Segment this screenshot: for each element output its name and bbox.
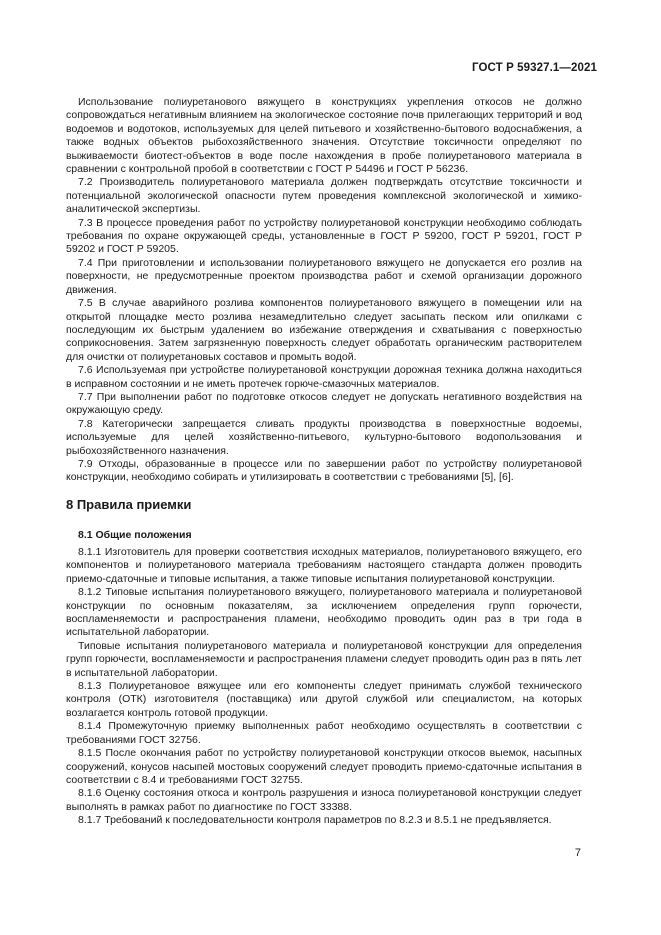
- paragraph: 7.4 При приготовлении и использовании полиуретанового вяжущего не допускается его розлив на поверхности, не предусмотренные проектом производства работ и схемой организации дорожного движения.: [66, 256, 582, 296]
- paragraph: 7.5 В случае аварийного розлива компонентов полиуретанового вяжущего в помещении или на открытой площадке место розлива незамедлительно следует засыпать песком или опилками с последующим их быстрым удалением во избежание отверждения и схватывания с поверхностью соприкосновения. Затем загрязненную поверхность следует обработать органическим растворителем для очистки от полиуретановых составов и промыть водой.: [66, 297, 582, 363]
- paragraph: 8.1.5 После окончания работ по устройству полиуретановой конструкции откосов выемок, насыпных сооружений, конусов насыпей мостовых сооружений следует проводить приемо-сдаточные испытания в соответствии с 8.4 и требованиями ГОСТ 32755.: [66, 747, 582, 786]
- paragraph: Использование полиуретанового вяжущего в конструкциях укрепления откосов не должно сопровождаться негативным влиянием на экологическое состояние почв прилегающих территорий и вод водоемов и водотоков, используемых для целей питьевого и хозяйственно-бытового водоснабжения, а также водных объектов рыбохозяйственного значения. Отсутствие токсичности определяют по выживаемости биотест-объектов в воде после нахождения в пробе полиуретанового материала в сравнении с контрольной пробой в соответствии с ГОСТ Р 54496 и ГОСТ Р 56236.: [66, 96, 582, 176]
- paragraph: 7.3 В процессе проведения работ по устройству полиуретановой конструкции необходимо соблюдать требования по охране окружающей среды, установленные в ГОСТ Р 59200, ГОСТ Р 59201, ГОСТ Р 59202 и ГОСТ Р 59205.: [66, 216, 582, 256]
- paragraph: 7.6 Используемая при устройстве полиуретановой конструкции дорожная техника должна находиться в исправном состоянии и не иметь протечек горюче-смазочных материалов.: [66, 364, 582, 390]
- paragraph: 7.2 Производитель полиуретанового материала должен подтверждать отсутствие токсичности и потенциальной экологической опасности путем проведения комплексной экологической и химико-аналитической экспертизы.: [66, 176, 582, 216]
- paragraph: 7.9 Отходы, образованные в процессе или по завершении работ по устройству полиуретановой конструкции, необходимо собирать и утилизировать в соответствии с требованиями [5], [6].: [66, 457, 582, 484]
- subsection-heading: 8.1 Общие положения: [78, 529, 192, 541]
- paragraph: 8.1.4 Промежуточную приемку выполненных работ необходимо осуществлять в соответствии с требованиями ГОСТ 32756.: [66, 720, 582, 746]
- section-heading: 8 Правила приемки: [66, 497, 192, 512]
- page-number: 7: [574, 847, 581, 859]
- paragraph: 8.1.3 Полиуретановое вяжущее или его компоненты следует принимать службой технического контроля (ОТК) изготовителя (поставщика) или другой службой или специалистом, на которых возлагается контроль готовой продукции.: [66, 680, 582, 719]
- document-code: ГОСТ Р 59327.1—2021: [472, 62, 597, 74]
- paragraph: 7.7 При выполнении работ по подготовке откосов следует не допускать негативного воздействия на окружающую среду.: [66, 390, 582, 417]
- paragraph: 8.1.2 Типовые испытания полиуретанового вяжущего, полиуретанового материала и полиуретановой конструкции по основным показателям, за исключением определения групп горючести, воспламеняемости и распространения пламени, необходимо проводить один раз в три года в испытательной лаборатории.: [66, 586, 582, 639]
- section-8-text: [66, 546, 582, 828]
- paragraph: 7.8 Категорически запрещается сливать продукты производства в поверхностные водоемы, используемые для целей хозяйственно-питьевого, культурно-бытового водопользования и рыбохозяйственного назначения.: [66, 417, 582, 457]
- paragraph: 8.1.6 Оценку состояния откоса и контроль разрушения и износа полиуретановой конструкции следует выполнять в рамках работ по диагностике по ГОСТ 33388.: [66, 787, 582, 813]
- paragraph: Типовые испытания полиуретанового материала и полиуретановой конструкции для определения групп горючести, воспламеняемости и распространения пламени следует проводить один раз в пять лет в испытательной лаборатории.: [66, 639, 582, 679]
- section-7-text: [66, 96, 582, 485]
- paragraph: 8.1.1 Изготовитель для проверки соответствия исходных материалов, полиуретанового вяжущего, его компонентов и полиуретанового материала требованиям настоящего стандарта должен проводить приемо-сдаточные и типовые испытания, а также типовые испытания полиуретановой конструкции.: [66, 546, 582, 585]
- paragraph: 8.1.7 Требований к последовательности контроля параметров по 8.2.3 и 8.5.1 не предъявляется.: [78, 814, 552, 827]
